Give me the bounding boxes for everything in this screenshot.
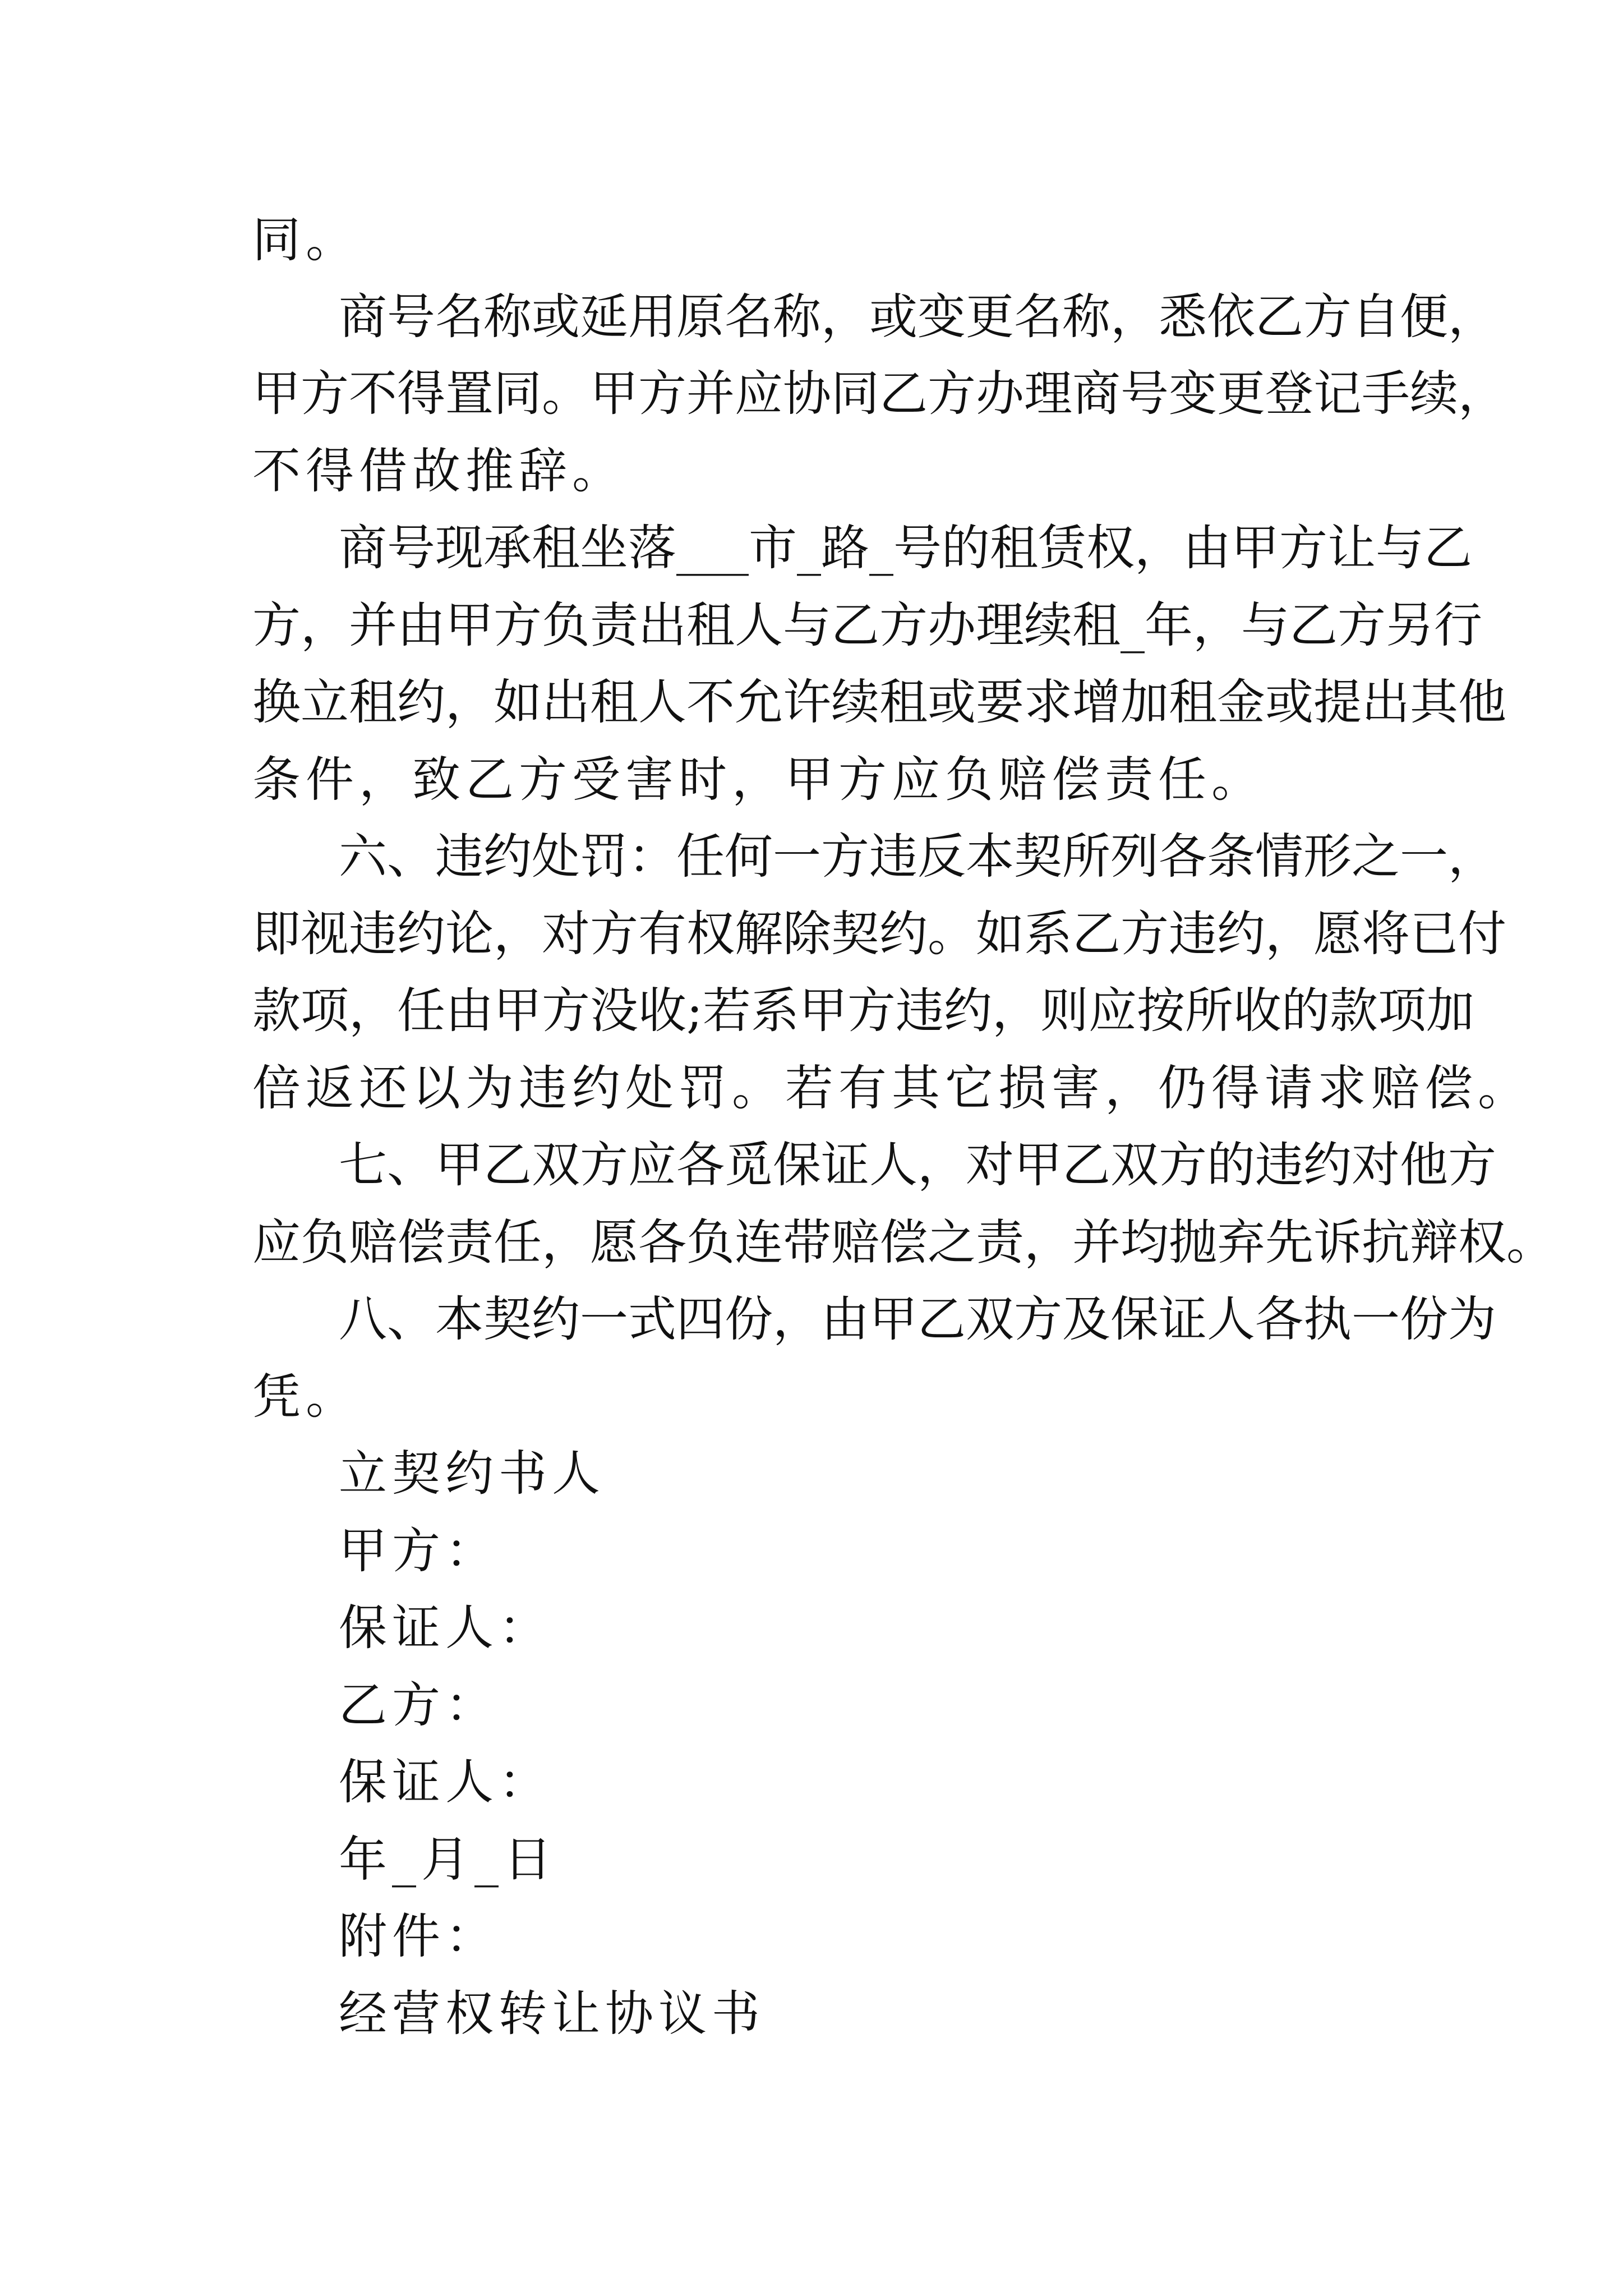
text-line: 不得借故推辞。 <box>252 443 625 499</box>
paragraph-first-line: 八、本契约一式四份，由甲乙双方及保证人各执一份为 <box>339 1291 1496 1347</box>
text-line: 甲方不得置同。甲方并应协同乙方办理商号变更登记手续， <box>252 366 1506 422</box>
party-a-label: 甲方： <box>339 1523 499 1579</box>
party-b-label: 乙方： <box>339 1677 499 1733</box>
paragraph-first-line: 六、违约处罚：任何一方违反本契所列各条情形之一， <box>339 829 1496 885</box>
date-line: 年_月_日 <box>339 1832 557 1888</box>
text-line: 倍返还以为违约处罚。若有其它损害，仍得请求赔偿。 <box>252 1060 1531 1116</box>
text-line: 应负赔偿责任，愿各负连带赔偿之责，并均抛弃先诉抗辩权。 <box>252 1214 1555 1271</box>
guarantor-a-label: 保证人： <box>339 1600 552 1656</box>
text-line: 凭。 <box>252 1369 359 1425</box>
text-line: 款项，任由甲方没收;若系甲方违约，则应按所收的款项加 <box>252 983 1474 1039</box>
text-line: 即视违约论，对方有权解除契约。如系乙方违约，愿将已付 <box>252 906 1506 962</box>
text-line: 换立租约，如出租人不允许续租或要求增加租金或提出其他 <box>252 674 1506 730</box>
attachment-label: 附件： <box>339 1908 499 1964</box>
paragraph-first-line: 商号名称或延用原名称，或变更名称，悉依乙方自便， <box>339 289 1496 345</box>
attachment-title: 经营权转让协议书 <box>339 1986 765 2042</box>
guarantor-b-label: 保证人： <box>339 1754 552 1810</box>
text-line: 同。 <box>252 212 359 268</box>
signature-heading: 立契约书人 <box>339 1446 605 1502</box>
paragraph-first-line: 七、甲乙双方应各觅保证人，对甲乙双方的违约对他方 <box>339 1137 1496 1193</box>
text-line: 条件，致乙方受害时，甲方应负赔偿责任。 <box>252 752 1265 808</box>
paragraph-first-line: 商号现承租坐落___市_路_号的租赁权，由甲方让与乙 <box>339 520 1472 576</box>
text-line: 方，并由甲方负责出租人与乙方办理续租_年，与乙方另行 <box>252 597 1482 654</box>
